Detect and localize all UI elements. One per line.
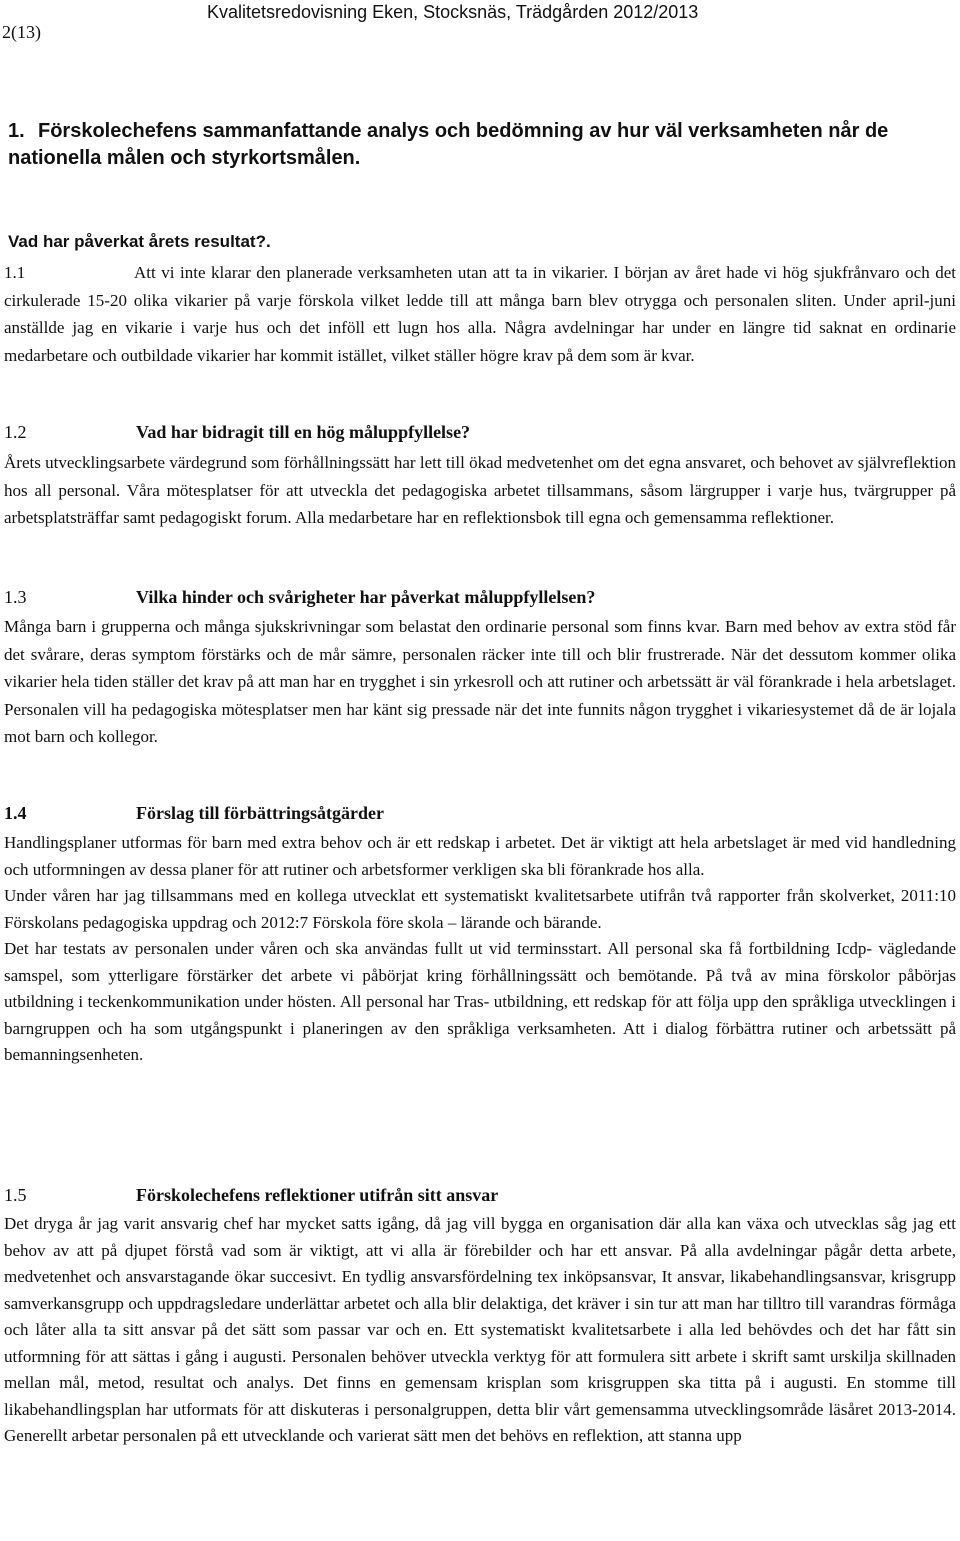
section-1-2-heading: Vad har bidragit till en hög måluppfyllelse? [136,422,471,442]
section-1-3-heading-row [4,587,595,608]
section-1-1 [4,259,956,369]
section-1-4-number: 1.4 [4,803,27,823]
section-1-3-number: 1.3 [4,587,27,607]
section-1-5-heading: Förskolechefens reflektioner utifrån sitt ansvar [136,1185,499,1205]
section-1-4-heading-row [4,803,384,824]
main-heading [8,118,948,172]
section-1-4-paragraph-3: Det har testats av personalen under våren och ska användas fullt ut vid terminsstart. All personal ska få fortbildning Icdp- vägledande samspel, som ytterligare förstärker det arbete vi påbörjat kring förhållningssätt och bemötande. På två av mina förskolor påbörjas utbildning i teckenkommunikation under hösten. All personal har Tras- utbildning, ett redskap för att följa upp den språkliga utvecklingen i barngruppen och ha som utgångspunkt i planeringen av den språkliga verksamheten. Att i dialog förbättra rutiner och arbetssätt på bemanningsenheten. [4,939,956,1064]
section-1-3-heading: Vilka hinder och svårigheter har påverkat måluppfyllelsen? [136,587,596,607]
section-1-4-paragraph-2: Under våren har jag tillsammans med en kollega utvecklat ett systematiskt kvalitetsarbete utifrån två rapporter från skolverket, 2011:10 Förskolans pedagogiska uppdrag och 2012:7 Förskola före skola – lärande och bärande. [4,886,956,932]
section-1-5-heading-row [4,1185,498,1206]
section-1-1-body: I början av året hade vi hög sjukfrånvaro och det cirkulerade 15-20 olika vikarier på varje förskola vilket ledde till att många barn blev otrygga och personalen sliten. Under april-juni anställde jag en vikarie i varje hus och det inföll ett lugn hos alla. Några avdelningar har under en längre tid saknat en ordinarie medarbetare och outbildade vikarier har kommit istället, vilket ställer högre krav på dem som är kvar. [4,263,957,365]
section-1-2-number: 1.2 [4,422,27,442]
section-1-4-heading: Förslag till förbättringsåtgärder [136,803,384,823]
document-header-title: Kvalitetsredovisning Eken, Stocksnäs, Trädgården 2012/2013 [207,2,699,22]
section-1-4-body [4,830,956,1069]
section-1-1-heading: Att vi inte klarar den planerade verksamheten utan att ta in vikarier. [134,263,608,282]
main-heading-text: Förskolechefens sammanfattande analys och bedömning av hur väl verksamheten når de nationella målen och styrkortsmålen. [8,120,889,169]
main-heading-number: 1. [8,120,25,142]
section-1-4-paragraph-1: Handlingsplaner utformas för barn med extra behov och är ett redskap i arbetet. Det är viktigt att hela arbetslaget är med vid handledning och utformningen av dessa planer för att rutiner och arbetsformer verkligen ska bli förankrade hos alla. [4,833,956,879]
section-1-3-body: Många barn i grupperna och många sjukskrivningar som belastat den ordinarie personal som finns kvar. Barn med behov av extra stöd får det svårare, deras symptom förstärks och de mår sämre, personalen räcker inte till och blir frustrerade. När det dessutom kommer olika vikarier hela tiden ställer det krav på att man har en trygghet i sin yrkesroll och att rutiner och arbetssätt är väl förankrade i hela arbetslaget. Personalen vill ha pedagogiska mötesplatser men har känt sig pressade när det inte funnits någon trygghet i vikariesystemet då de är lojala mot barn och kollegor. [4,617,956,746]
section-1-1-number: 1.1 [4,263,26,282]
section-1-2-heading-row [4,422,470,443]
page-number: 2(13) [2,22,41,42]
question-heading: Vad har påverkat årets resultat?. [8,232,271,251]
section-1-2-body: Årets utvecklingsarbete värdegrund som förhållningssätt har lett till ökad medvetenhet om det egna ansvaret, och behovet av självreflektion hos all personal. Våra mötesplatser för att utveckla det pedagogiska arbetet tillsammans, såsom lärgrupper i varje hus, tvärgrupper på arbetsplatsträffar samt pedagogiskt forum. Alla medarbetare har en reflektionsbok till egna och gemensamma reflektioner. [4,453,956,527]
section-1-5-body: Det dryga år jag varit ansvarig chef har mycket satts igång, då jag vill bygga en organisation där alla kan växa och utvecklas såg jag ett behov av att på djupet förstå vad som är viktigt, att vi alla är förebilder och har ett ansvar. På alla avdelningar pågår detta arbete, medvetenhet och ansvarstagande ökar succesivt. En tydlig ansvarsfördelning tex inköpsansvar, It ansvar, likabehandlingsansvar, krisgrupp samverkansgrupp och uppdragsledare underlättar arbetet och alla blir delaktiga, det kräver i sin tur att man har tilltro till varandras förmåga och låter alla ta sitt ansvar på det sätt som passar var och en. Ett systematiskt kvalitetsarbete i alla led behövdes och det har fått sin utformning för att sättas i gång i augusti. Personalen behöver utveckla verktyg för att formulera sitt arbete i skrift samt urskilja skillnaden mellan mål, metod, resultat och analys. Det finns en gemensam krisplan som krisgruppen ska titta på i augusti. En stomme till likabehandlingsplan har utformats för att diskuteras i personalgruppen, detta blir vårt gemensamma utvecklingsområde läsåret 2013-2014. Generellt arbetar personalen på ett utvecklande och varierat sätt men det behövs en reflektion, att stanna upp [4,1214,956,1445]
section-1-5-number: 1.5 [4,1185,27,1205]
